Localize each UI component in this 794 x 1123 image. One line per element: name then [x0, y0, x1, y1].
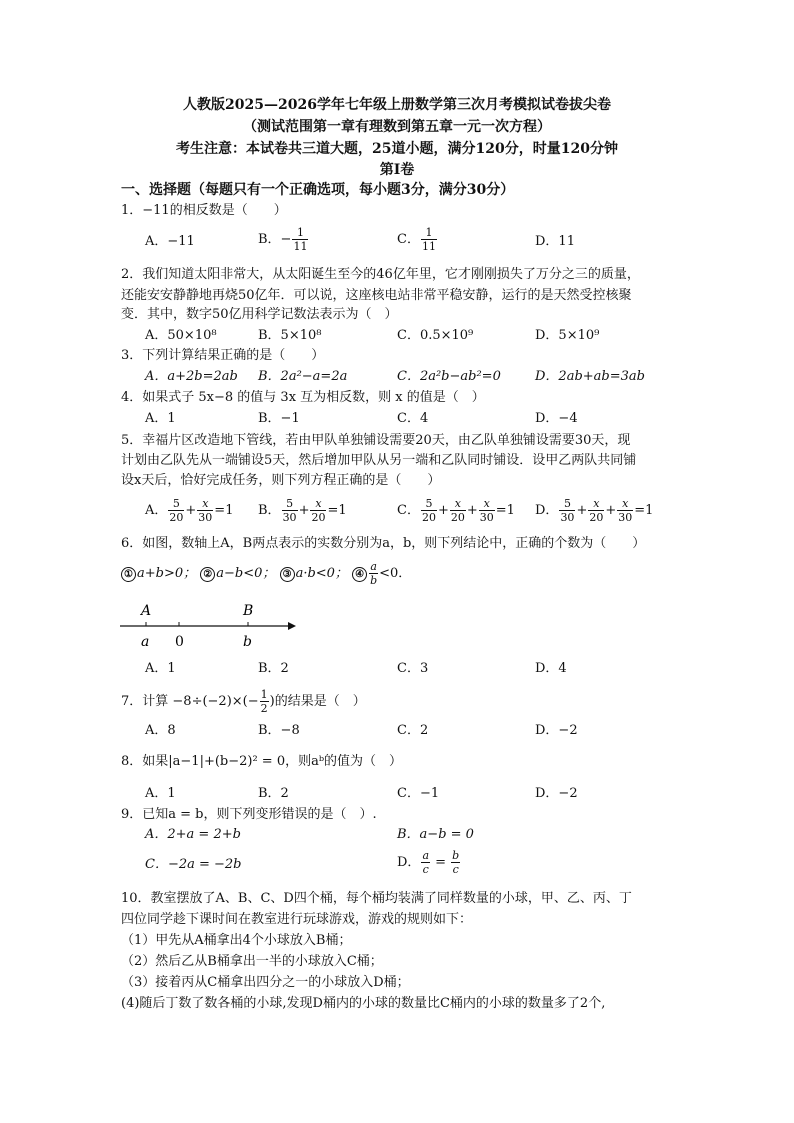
question-5-option-b: B． $\frac{5}{30}$ + $\frac{x}{20}$ =1: [258, 497, 347, 524]
question-10-rule-3: （3）接着丙从C桶拿出四分之一的小球放入D桶；: [121, 975, 410, 990]
number-line-arrow: [288, 622, 296, 630]
question-6-statements: ① a+b>0； ② a−b<0； ③ a·b<0； ④ $\frac{a}{b}$ <0．: [121, 560, 411, 587]
question-10-rule-4: (4)随后丁数了数各桶的小球,发现D桶内的小球的数量比C桶内的小球的数量多了2个,: [121, 996, 606, 1011]
part-label: 第Ⅰ卷: [379, 162, 415, 178]
question-4-option-c: C．4: [397, 411, 429, 426]
question-2-line-1: 2．我们知道太阳非常大，从太阳诞生至今的46亿年里，它才刚刚损失了万分之三的质量，: [121, 267, 640, 282]
question-7-option-c: C．2: [397, 723, 429, 738]
question-8-stem: 8．如果|a−1|+(b−2)² = 0，则aᵇ的值为（ ）: [121, 754, 403, 769]
question-4-option-b: B．−1: [258, 411, 300, 426]
question-2-option-b: B．5×10⁸: [258, 328, 322, 343]
question-7-option-b: B．−8: [258, 723, 300, 738]
question-8-option-a: A．1: [145, 786, 176, 801]
question-1-option-d: D．11: [535, 234, 575, 249]
point-label-B: B: [243, 603, 254, 619]
question-6-stem: 6．如图，数轴上A，B两点表示的实数分别为a，b，则下列结论中，正确的个数为（ ）: [121, 536, 646, 551]
question-3-option-b: B．2a²−a=2a: [258, 369, 348, 384]
question-2-line-2: 还能安安静静地再烧50亿年．可以说，这座核电站非常平稳安静，运行的是天然受控核聚: [121, 288, 632, 303]
question-1-option-c: C． $\frac{1}{11}$: [397, 226, 436, 253]
question-6-option-b: B．2: [258, 661, 289, 676]
point-label-A: A: [141, 603, 152, 619]
exam-title: 人教版2025—2026学年七年级上册数学第三次月考模拟试卷拔尖卷: [183, 97, 611, 113]
question-4-stem: 4．如果式子 5x−8 的值与 3x 互为相反数，则 x 的值是（ ）: [121, 390, 485, 405]
question-3-option-a: A．a+2b=2ab: [145, 369, 238, 384]
question-3-stem: 3．下列计算结果正确的是（ ）: [121, 348, 325, 363]
question-8-option-b: B．2: [258, 786, 289, 801]
question-7-option-a: A．8: [145, 723, 176, 738]
question-5-line-2: 计划由乙队先从一端铺设5天，然后增加甲队从另一端和乙队同时铺设．设甲乙两队共同铺: [121, 453, 637, 468]
question-7-stem: 7．计算 −8÷(−2)×(− $\frac{1}{2}$ )的结果是（ ）: [121, 688, 366, 715]
question-2-option-a: A．50×10⁸: [145, 328, 217, 343]
question-2-line-3: 变．其中，数字50亿用科学记数法表示为（ ）: [121, 307, 398, 322]
question-10-rule-1: （1）甲先从A桶拿出4个小球放入B桶；: [121, 933, 352, 948]
value-label-b: b: [243, 634, 252, 650]
question-9-option-d: D． $\frac{a}{c}$ = $\frac{b}{c}$: [397, 849, 460, 876]
number-line-figure: [110, 596, 310, 654]
question-1-stem: 1．−11的相反数是（ ）: [121, 203, 287, 218]
question-1-option-b: B．− $\frac{1}{11}$: [258, 226, 308, 253]
value-label-zero: 0: [175, 634, 184, 650]
question-1-option-a: A．−11: [145, 234, 195, 249]
question-8-option-d: D．−2: [535, 786, 578, 801]
question-3-option-c: C．2a²b−ab²=0: [397, 369, 501, 384]
question-10-line-2: 四位同学趁下课时间在教室进行玩球游戏，游戏的规则如下：: [121, 912, 473, 927]
question-9-option-c: C．−2a = −2b: [145, 857, 242, 872]
question-5-option-c: C． $\frac{5}{20}$ + $\frac{x}{20}$ + $\frac{x}{30}$ =1: [397, 497, 515, 524]
question-5-line-1: 5．幸福片区改造地下管线，若由甲队单独铺设需要20天，由乙队单独铺设需要30天，现: [121, 433, 631, 448]
question-4-option-d: D．−4: [535, 411, 578, 426]
question-10-rule-2: （2）然后乙从B桶拿出一半的小球放入C桶；: [121, 954, 383, 969]
question-8-option-c: C．−1: [397, 786, 440, 801]
question-9-option-b: B．a−b = 0: [397, 827, 474, 842]
value-label-a: a: [141, 634, 150, 650]
question-7-option-d: D．−2: [535, 723, 578, 738]
question-3-option-d: D．2ab+ab=3ab: [535, 369, 645, 384]
exam-scope: （测试范围第一章有理数到第五章一元一次方程）: [243, 119, 551, 135]
question-2-option-c: C．0.5×10⁹: [397, 328, 474, 343]
question-9-stem: 9．已知a = b，则下列变形错误的是（ ）.: [121, 807, 377, 822]
question-4-option-a: A．1: [145, 411, 176, 426]
question-2-option-d: D．5×10⁹: [535, 328, 600, 343]
question-6-option-d: D．4: [535, 661, 567, 676]
section-heading: 一、选择题（每题只有一个正确选项，每小题3分，满分30分）: [121, 182, 515, 198]
question-10-line-1: 10．教室摆放了A、B、C、D四个桶，每个桶均装满了同样数量的小球，甲、乙、丙、丁: [121, 891, 632, 906]
question-5-option-d: D． $\frac{5}{30}$ + $\frac{x}{20}$ + $\frac{x}{30}$ =1: [535, 497, 654, 524]
question-9-option-a: A．2+a = 2+b: [145, 827, 241, 842]
question-6-option-c: C．3: [397, 661, 429, 676]
question-5-line-3: 设x天后，恰好完成任务，则下列方程正确的是（ ）: [121, 473, 441, 488]
exam-notice: 考生注意：本试卷共三道大题，25道小题，满分120分，时量120分钟: [176, 141, 618, 157]
question-5-option-a: A． $\frac{5}{20}$ + $\frac{x}{30}$ =1: [145, 497, 234, 524]
question-6-option-a: A．1: [145, 661, 176, 676]
